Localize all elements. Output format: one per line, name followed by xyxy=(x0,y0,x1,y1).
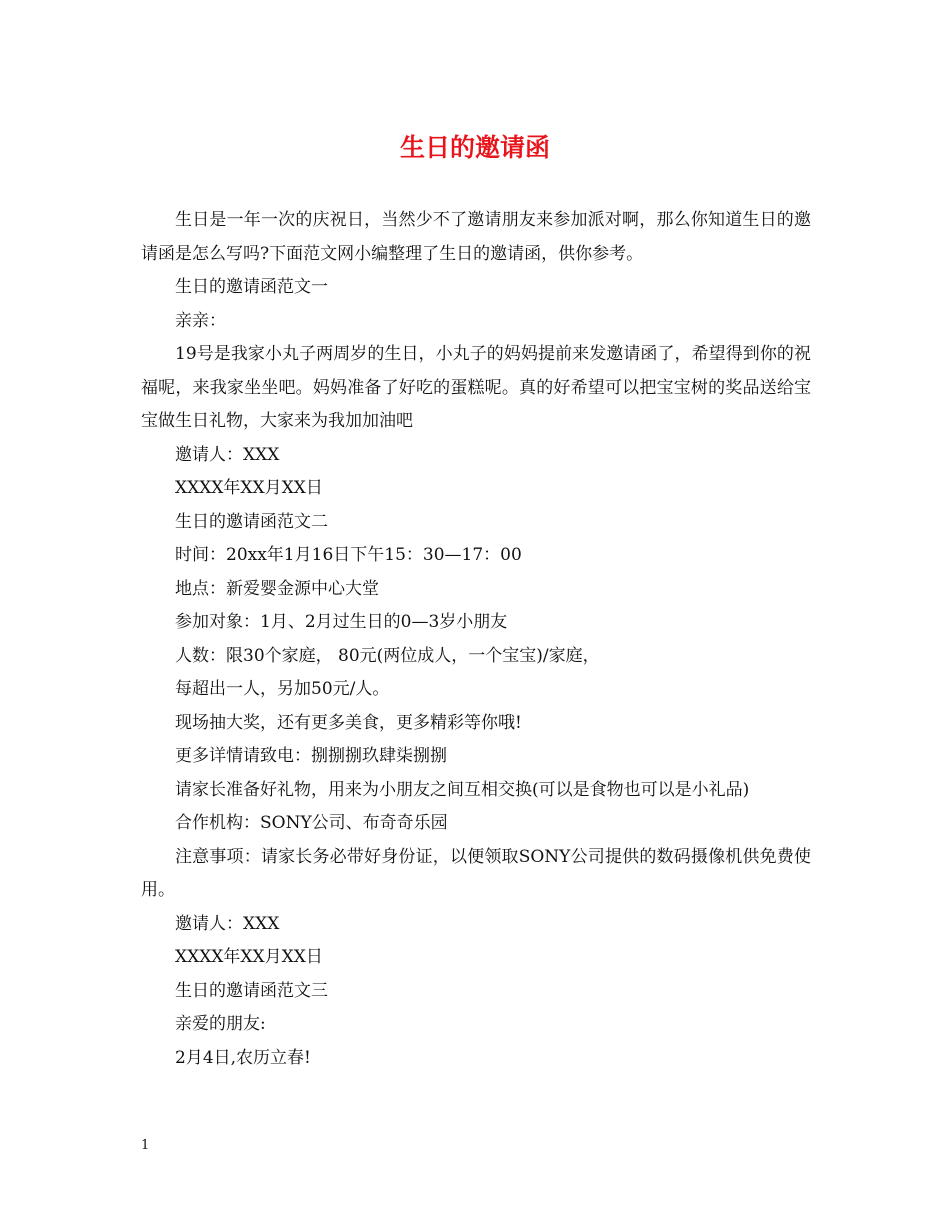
intro-paragraph: 生日是一年一次的庆祝日，当然少不了邀请朋友来参加派对啊，那么你知道生日的邀请函是怎么写吗?下面范文网小编整理了生日的邀请函，供你参考。 xyxy=(141,210,811,264)
prize-line: 现场抽大奖，还有更多美食，更多精彩等你哦! xyxy=(175,712,522,733)
inviter-line: 邀请人：XXX xyxy=(175,444,280,465)
headcount-line: 人数：限30个家庭， 80元(两位成人，一个宝宝)/家庭， xyxy=(175,645,600,666)
partners-line: 合作机构：SONY公司、布奇奇乐园 xyxy=(175,813,448,833)
page-number: 1 xyxy=(141,1138,150,1153)
body-paragraph: 2月4日,农历立春! xyxy=(175,1047,311,1068)
time-line: 时间：20xx年1月16日下午15：30—17：00 xyxy=(175,545,522,565)
section-heading-sample-three: 生日的邀请函范文三 xyxy=(175,980,328,1001)
participants-line: 参加对象：1月、2月过生日的0—3岁小朋友 xyxy=(175,612,508,632)
date-line: XXXX年XX月XX日 xyxy=(175,478,323,498)
salutation: 亲亲： xyxy=(175,310,226,331)
contact-line: 更多详情请致电：捌捌捌玖肆柒捌捌 xyxy=(175,746,447,766)
section-heading-sample-two: 生日的邀请函范文二 xyxy=(175,511,328,532)
date-line: XXXX年XX月XX日 xyxy=(175,947,323,967)
document-body xyxy=(141,204,811,1075)
gift-line: 请家长准备好礼物，用来为小朋友之间互相交换(可以是食物也可以是小礼品) xyxy=(175,779,750,800)
extra-fee-line: 每超出一人，另加50元/人。 xyxy=(175,679,390,699)
body-paragraph: 19号是我家小丸子两周岁的生日，小丸子的妈妈提前来发邀请函了，希望得到你的祝福呢，来我家坐坐吧。妈妈准备了好吃的蛋糕呢。真的好希望可以把宝宝树的奖品送给宝宝做生日礼物，大家来为我加加油吧 xyxy=(141,344,811,431)
salutation: 亲爱的朋友: xyxy=(175,1014,266,1034)
document-title: 生日的邀请函 xyxy=(399,133,550,162)
location-line: 地点：新爱婴金源中心大堂 xyxy=(175,578,379,599)
inviter-line: 邀请人：XXX xyxy=(175,913,280,934)
section-heading-sample-one: 生日的邀请函范文一 xyxy=(175,277,328,297)
notice-line: 注意事项：请家长务必带好身份证，以便领取SONY公司提供的数码摄像机供免费使用。 xyxy=(141,846,811,900)
